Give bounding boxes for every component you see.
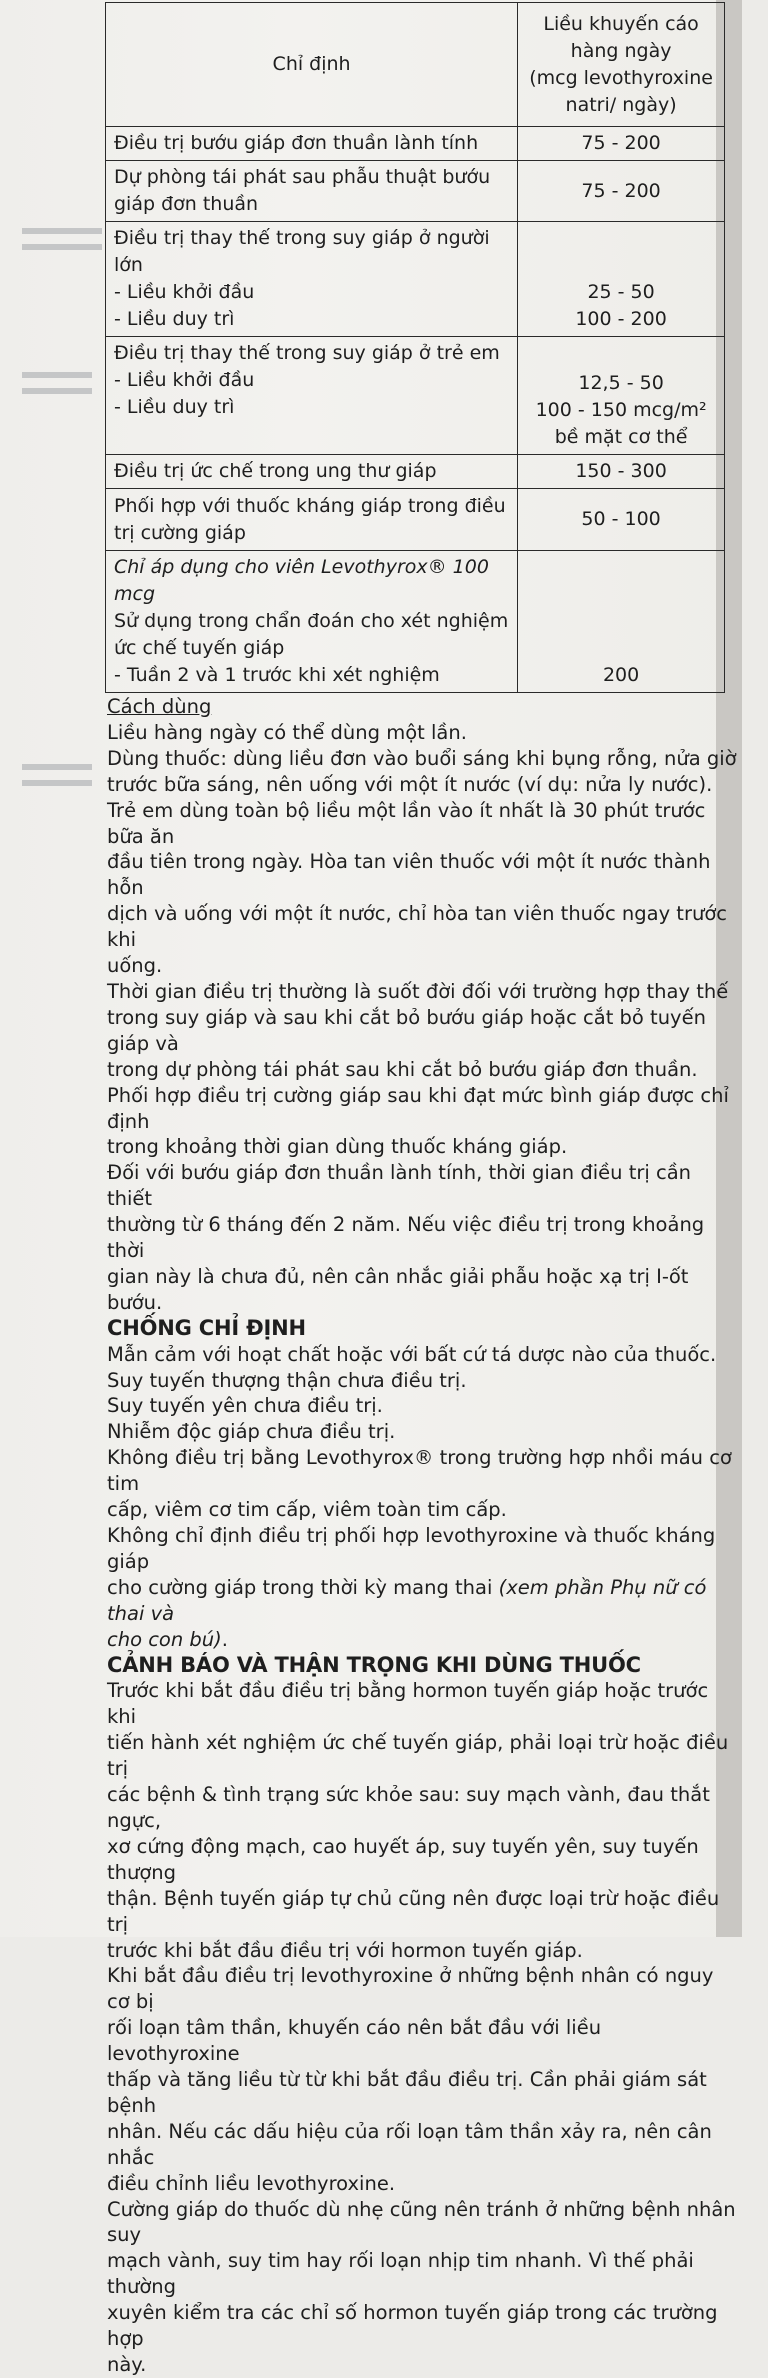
table-row <box>106 455 725 489</box>
dosage-table <box>105 2 725 693</box>
indication-cell: Điều trị thay thế trong suy giáp ở trẻ em - Liều khởi đầu - Liều duy trì <box>106 337 518 455</box>
header-dose: Liều khuyến cáo hàng ngày (mcg levothyroxine natri/ ngày) <box>518 3 725 127</box>
contraindications-section: Mẫn cảm với hoạt chất hoặc với bất cứ tá dược nào của thuốc. Suy tuyến thượng thận chưa điều trị. Suy tuyến yên chưa điều trị. Nhiễm độc giáp chưa điều trị. Không điều trị bằng Levothyrox® trong trường hợp nhồi máu cơ tim cấp, viêm cơ tim cấp, viêm toàn tim cấp. Không chỉ định điều trị phối hợp levothyroxine và thuốc kháng giáp cho cường giáp trong thời kỳ mang thai (xem phần Phụ nữ có thai và cho con bú). <box>107 1342 732 1651</box>
warnings-heading: CẢNH BÁO VÀ THẬN TRỌNG KHI DÙNG THUỐC <box>107 1652 641 1677</box>
table-row <box>106 489 725 551</box>
indication-cell: Điều trị thay thế trong suy giáp ở người lớn - Liều khởi đầu - Liều duy trì <box>106 222 518 337</box>
table-row <box>106 161 725 222</box>
usage-heading: Cách dùng <box>107 695 212 718</box>
print-bleed-mark <box>22 764 92 770</box>
indication-cell: Điều trị bướu giáp đơn thuần lành tính <box>106 127 518 161</box>
table-row <box>106 222 725 337</box>
print-bleed-mark <box>22 372 92 378</box>
dose-cell: 50 - 100 <box>518 489 725 551</box>
print-bleed-mark <box>22 388 92 394</box>
print-bleed-mark <box>22 244 102 250</box>
indication-cell: Phối hợp với thuốc kháng giáp trong điều trị cường giáp <box>106 489 518 551</box>
usage-section: Liều hàng ngày có thể dùng một lần. Dùng thuốc: dùng liều đơn vào buổi sáng khi bụng rỗng, nửa giờ trước bữa sáng, nên uống với một ít nước (ví dụ: nửa ly nước). Trẻ em dùng toàn bộ liều một lần vào ít nhất là 30 phút trước bữa ăn đầu tiên trong ngày. Hòa tan viên thuốc với một ít nước thành hỗn dịch và uống với một ít nước, chỉ hòa tan viên thuốc ngay trước khi uống. Thời gian điều trị thường là suốt đời đối với trường hợp thay thế trong suy giáp và sau khi cắt bỏ bướu giáp hoặc cắt bỏ tuyến giáp và trong dự phòng tái phát sau khi cắt bỏ bướu giáp đơn thuần. Phối hợp điều trị cường giáp sau khi đạt mức bình giáp được chỉ định trong khoảng thời gian dùng thuốc kháng giáp. Đối với bướu giáp đơn thuần lành tính, thời gian điều trị cần thiết thường từ 6 tháng đến 2 năm. Nếu việc điều trị trong khoảng thời gian này là chưa đủ, nên cân nhắc giải phẫu hoặc xạ trị I-ốt bướu. <box>107 720 737 1314</box>
print-bleed-mark <box>22 228 102 234</box>
table-row <box>106 127 725 161</box>
dose-cell: 200 <box>518 551 725 693</box>
indication-cell: Dự phòng tái phát sau phẫu thuật bướu giáp đơn thuần <box>106 161 518 222</box>
leaflet-text <box>107 694 739 2378</box>
indication-cell: Chỉ áp dụng cho viên Levothyrox® 100 mcg Sử dụng trong chẩn đoán cho xét nghiệm ức chế tuyến giáp - Tuần 2 và 1 trước khi xét nghiệm <box>106 551 518 693</box>
table-row <box>106 551 725 693</box>
dose-cell: 25 - 50 100 - 200 <box>518 222 725 337</box>
table-row <box>106 337 725 455</box>
dose-cell: 12,5 - 50 100 - 150 mcg/m² bề mặt cơ thể <box>518 337 725 455</box>
header-indication: Chỉ định <box>106 3 518 127</box>
print-bleed-mark <box>22 780 92 786</box>
indication-cell: Điều trị ức chế trong ung thư giáp <box>106 455 518 489</box>
contraindications-heading: CHỐNG CHỈ ĐỊNH <box>107 1315 306 1340</box>
dose-cell: 75 - 200 <box>518 127 725 161</box>
warnings-section: Trước khi bắt đầu điều trị bằng hormon tuyến giáp hoặc trước khi tiến hành xét nghiệm ức chế tuyến giáp, phải loại trừ hoặc điều trị các bệnh & tình trạng sức khỏe sau: suy mạch vành, đau thắt ngực, xơ cứng động mạch, cao huyết áp, suy tuyến yên, suy tuyến thượng thận. Bệnh tuyến giáp tự chủ cũng nên được loại trừ hoặc điều trị trước khi bắt đầu điều trị với hormon tuyến giáp. Khi bắt đầu điều trị levothyroxine ở những bệnh nhân có nguy cơ bị rối loạn tâm thần, khuyến cáo nên bắt đầu với liều levothyroxine thấp và tăng liều từ từ khi bắt đầu điều trị. Cần phải giám sát bệnh nhân. Nếu các dấu hiệu của rối loạn tâm thần xảy ra, nên cân nhắc điều chỉnh liều levothyroxine. Cường giáp do thuốc dù nhẹ cũng nên tránh ở những bệnh nhân suy mạch vành, suy tim hay rối loạn nhịp tim nhanh. Vì thế phải thường xuyên kiểm tra các chỉ số hormon tuyến giáp trong các trường hợp này. <box>107 1679 736 2376</box>
dose-cell: 75 - 200 <box>518 161 725 222</box>
dose-cell: 150 - 300 <box>518 455 725 489</box>
